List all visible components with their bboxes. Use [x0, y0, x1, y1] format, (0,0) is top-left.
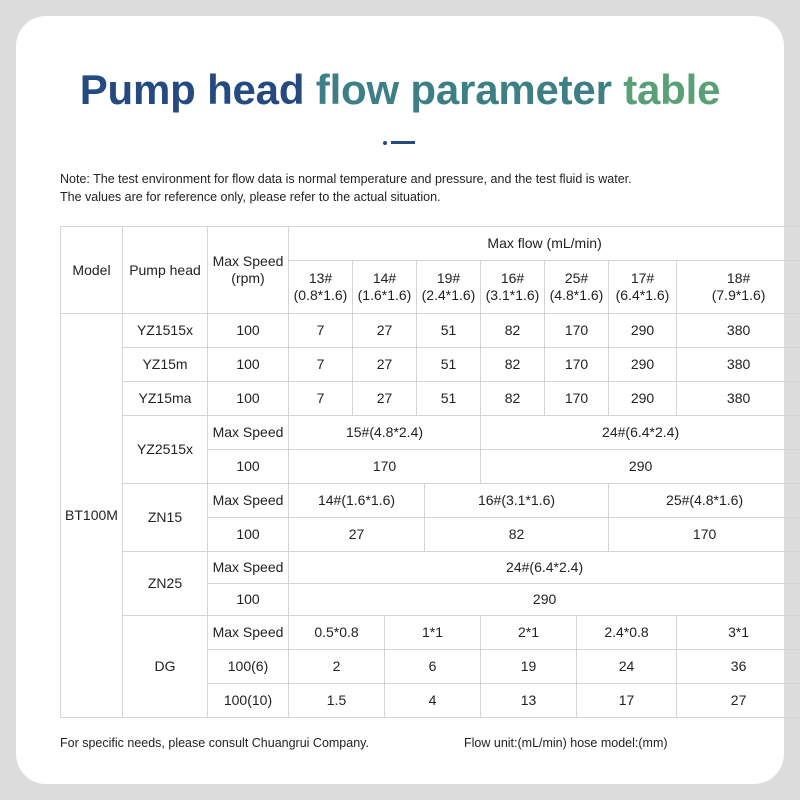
speed-cell: 100: [208, 382, 289, 416]
hose-size: (4.8*1.6): [549, 287, 604, 303]
hose-header: [545, 261, 609, 314]
flow-cell: 27: [353, 314, 417, 348]
pump-head-cell: YZ15m: [123, 348, 208, 382]
flow-cell: 27: [353, 382, 417, 416]
divider-bar: [391, 141, 415, 144]
footer-consult-note: For specific needs, please consult Chuangrui Company.: [60, 736, 369, 750]
flow-cell: 82: [481, 314, 545, 348]
hose-size: (2.4*1.6): [421, 287, 476, 303]
hose-number: 18#: [726, 270, 751, 286]
hose-header: [289, 261, 353, 314]
flow-cell: 82: [481, 382, 545, 416]
table-row: [61, 348, 800, 382]
max-speed-label: Max Speed: [208, 552, 289, 584]
flow-cell: 290: [481, 450, 800, 484]
speed-cell: 100: [208, 584, 289, 616]
flow-cell: 51: [417, 314, 481, 348]
divider-dot: [383, 141, 387, 145]
hose-size: (6.4*1.6): [615, 287, 670, 303]
title-divider: [383, 139, 417, 145]
page-title: [0, 66, 800, 114]
flow-cell: 7: [289, 348, 353, 382]
hose-size: (3.1*1.6): [485, 287, 540, 303]
flow-cell: 290: [609, 348, 677, 382]
flow-cell: 17: [577, 684, 677, 718]
speed-cell: 100: [208, 314, 289, 348]
header-max-flow: Max flow (mL/min): [289, 227, 800, 261]
pump-head-cell: YZ15ma: [123, 382, 208, 416]
hose-cell: 16#(3.1*1.6): [425, 484, 609, 518]
flow-cell: 170: [545, 382, 609, 416]
flow-cell: 4: [385, 684, 481, 718]
flow-cell: 82: [425, 518, 609, 552]
flow-cell: 51: [417, 348, 481, 382]
pump-head-cell: DG: [123, 616, 208, 718]
hose-size: (1.6*1.6): [357, 287, 412, 303]
flow-cell: 19: [481, 650, 577, 684]
header-row-1: [61, 227, 800, 261]
flow-cell: 7: [289, 314, 353, 348]
title-part-1: Pump head: [79, 66, 316, 113]
hose-number: 17#: [630, 270, 655, 286]
header-max-speed-unit: (rpm): [231, 270, 265, 286]
flow-cell: 82: [481, 348, 545, 382]
hose-number: 16#: [500, 270, 525, 286]
flow-cell: 7: [289, 382, 353, 416]
flow-cell: 380: [677, 314, 800, 348]
table-row: [61, 484, 800, 518]
hose-cell: 15#(4.8*2.4): [289, 416, 481, 450]
note: [60, 170, 632, 206]
note-line-2: The values are for reference only, please refer to the actual situation.: [60, 190, 441, 204]
header-model: Model: [61, 227, 123, 314]
table-row: [61, 314, 800, 348]
table-row: [61, 416, 800, 450]
flow-parameter-table: [60, 226, 800, 718]
flow-cell: 2: [289, 650, 385, 684]
flow-cell: 36: [677, 650, 800, 684]
pump-head-cell: ZN15: [123, 484, 208, 552]
hose-header: [417, 261, 481, 314]
table-row: [61, 616, 800, 650]
flow-cell: 170: [289, 450, 481, 484]
hose-cell: 2*1: [481, 616, 577, 650]
flow-cell: 13: [481, 684, 577, 718]
pump-head-cell: YZ2515x: [123, 416, 208, 484]
model-cell: BT100M: [61, 314, 123, 718]
flow-cell: 51: [417, 382, 481, 416]
header-max-speed-label: Max Speed: [212, 253, 284, 269]
hose-number: 13#: [308, 270, 333, 286]
table-row: [61, 552, 800, 584]
hose-cell: 3*1: [677, 616, 800, 650]
hose-header: [677, 261, 800, 314]
speed-cell: 100(6): [208, 650, 289, 684]
hose-number: 19#: [436, 270, 461, 286]
table-row: [61, 382, 800, 416]
title-part-3: table: [623, 66, 721, 113]
max-speed-label: Max Speed: [208, 616, 289, 650]
hose-header: [353, 261, 417, 314]
speed-cell: 100: [208, 450, 289, 484]
speed-cell: 100(10): [208, 684, 289, 718]
flow-cell: 290: [289, 584, 800, 616]
flow-cell: 380: [677, 382, 800, 416]
note-line-1: Note: The test environment for flow data is normal temperature and pressure, and the test fluid is water.: [60, 172, 632, 186]
hose-size: (7.9*1.6): [711, 287, 766, 303]
max-speed-label: Max Speed: [208, 484, 289, 518]
hose-cell: 1*1: [385, 616, 481, 650]
hose-header: [609, 261, 677, 314]
header-pump-head: Pump head: [123, 227, 208, 314]
header-max-speed: [208, 227, 289, 314]
flow-cell: 170: [545, 348, 609, 382]
speed-cell: 100: [208, 348, 289, 382]
flow-cell: 290: [609, 314, 677, 348]
flow-cell: 27: [289, 518, 425, 552]
flow-cell: 27: [677, 684, 800, 718]
flow-cell: 380: [677, 348, 800, 382]
hose-size: (0.8*1.6): [293, 287, 348, 303]
flow-cell: 6: [385, 650, 481, 684]
hose-cell: 24#(6.4*2.4): [289, 552, 800, 584]
title-part-2: flow parameter: [315, 66, 624, 113]
hose-cell: 24#(6.4*2.4): [481, 416, 800, 450]
flow-cell: 24: [577, 650, 677, 684]
pump-head-cell: ZN25: [123, 552, 208, 616]
hose-cell: 2.4*0.8: [577, 616, 677, 650]
hose-cell: 14#(1.6*1.6): [289, 484, 425, 518]
hose-number: 25#: [564, 270, 589, 286]
hose-header: [481, 261, 545, 314]
flow-cell: 170: [545, 314, 609, 348]
flow-cell: 290: [609, 382, 677, 416]
hose-cell: 0.5*0.8: [289, 616, 385, 650]
hose-cell: 25#(4.8*1.6): [609, 484, 800, 518]
pump-head-cell: YZ1515x: [123, 314, 208, 348]
max-speed-label: Max Speed: [208, 416, 289, 450]
flow-cell: 1.5: [289, 684, 385, 718]
flow-cell: 170: [609, 518, 800, 552]
flow-cell: 27: [353, 348, 417, 382]
footer-unit-note: Flow unit:(mL/min) hose model:(mm): [464, 736, 668, 750]
hose-number: 14#: [372, 270, 397, 286]
speed-cell: 100: [208, 518, 289, 552]
